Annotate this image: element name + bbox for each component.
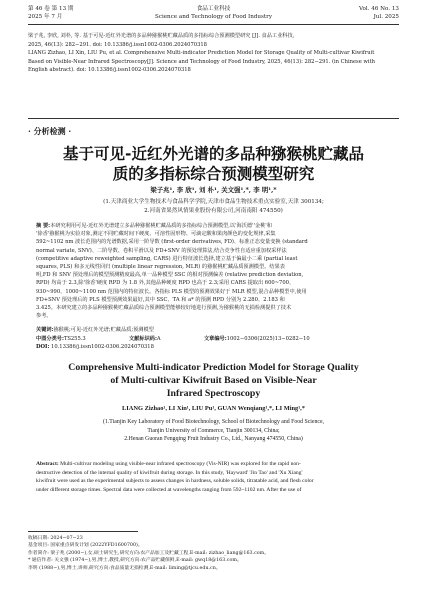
abstract-zh-line: 明,FD 和 SNV 预处理后的模型预测精度最高,单一品种模型 SSC 的相对预测偏差 (relative prediction deviation, — [36, 272, 304, 279]
title-zh-line: 质的多指标综合预测模型研究 — [112, 165, 315, 183]
article-number: 1002−0306(2025)13−0282−10 — [226, 336, 310, 342]
abstract-en-line: under different storage times. Spectral data were collected at wavelengths ranging from 592~1102 nm. After the use of — [36, 486, 302, 493]
header-date-en: Jul. 2025 — [373, 13, 399, 20]
abstract-zh-label: 摘 要: — [36, 223, 51, 229]
journal-header — [28, 6, 399, 26]
affiliation-zh-line: 2.河南省果然风情果业股份有限公司,河南南阳 474550) — [144, 207, 283, 214]
footnote-corresponding-2: 李明 (1988−),男,博士,讲师,研究方向:食品质量无损检测,E-mail: liming@tjcu.edu.cn。 — [28, 565, 221, 571]
abstract-zh-line: '徐香'猕猴桃为实验对象,测定不同贮藏时间下硬度、可溶性固形物、可滴定酸和果肉颜色的变化规律,采集 — [36, 231, 276, 238]
affiliation-en-line: 2.Henan Guoran Fengqing Fruit Industry Co., Ltd., Nanyang 474550, China) — [124, 436, 303, 443]
citation-zh-line: 2025, 46(13): 282−291. doi: 10.13386/j.issn1002-0306.2024070318 — [28, 41, 207, 48]
header-journal-name — [28, 6, 399, 21]
footnote-rule — [28, 531, 138, 532]
clc-number: TS255.3 — [63, 336, 86, 342]
footnote-corresponding-1: * 通信作者: 关文强 (1974−),男,博士,教授,研究方向:农产品贮藏保鲜,E-mail: gwq18@163.com。 — [28, 558, 242, 564]
header-volume-zh: 第 46 卷 第 13 期 — [28, 6, 74, 12]
abstract-en-line: destructive detection of the internal quality of kiwifruit during storage. In this study, 'Hayward' 'Jin Tao' and 'Xu Xiang' — [36, 469, 303, 476]
abstract-en-label: Abstract: — [36, 461, 59, 467]
abstract-zh-line: 参考。 — [36, 313, 52, 320]
title-en-line: of Multi-cultivar Kiwifruit Based on Visible-Near — [110, 375, 317, 386]
authors-zh: 梁子兆¹, 李 欣¹, 刘 朴¹, 关文强¹,*, 李 明¹,* — [150, 186, 277, 194]
title-zh-line: 基于可见-近红外光谱的多品种猕猴桃贮藏品 — [63, 145, 364, 163]
abstract-zh-line: 3.425。本研究建立的多品种猕猴桃贮藏品质综合预测模型能够较好地进行预测,为猕猴桃的无损检测提供了技术 — [36, 305, 292, 312]
abstract-zh-line: RPD) 均高于 2.3,除'徐香'硬度 RPD 为 1.8 外,其他品种硬度 RPD 也高于 2.3;采用 CARS 提取出 600~700、 — [36, 280, 295, 287]
abstract-zh-line: normal variate, SNV)、二阶导数、卷积平滑以及 FD+SNV 的预处理算法,结合竞争性自适应重加权采样法 — [36, 247, 287, 254]
affiliation-zh-line: (1.天津商业大学生物技术与食品科学学院,天津市食品生物技术重点实验室,天津 300134; — [103, 199, 324, 205]
abstract-zh-line: 930~990、1000~1100 nm 范围内的特征波长。各指标 PLS 模型的预测效果好于 MLR 模型,混合品种模型中,使用 — [36, 288, 307, 295]
abstract-zh-line: 592~1102 nm 波长范围内的光谱数据,采用一阶导数 (first-order derivatives, FD)、标准正态变量变换 (standard — [36, 239, 308, 246]
abstract-zh-line: (competitive adaptive reweighted sampling, CARS) 进行特征波长选择,建立基于偏最小二乘 (partial least — [36, 255, 298, 262]
affiliations-zh — [28, 198, 399, 215]
title-zh — [28, 144, 399, 184]
citation-zh-line: 梁子兆, 李欣, 刘朴, 等. 基于可见-近红外光谱的多品种猕猴桃贮藏品质的多指标综合预测模型研究 [J]. 食品工业科技, — [28, 33, 295, 39]
affiliations-en — [28, 418, 399, 444]
abstract-zh — [36, 222, 391, 320]
keywords-zh-text: 猕猴桃;可见-近红外光谱;贮藏品质;预测模型 — [53, 327, 154, 333]
header-rule — [28, 24, 399, 25]
header-journal-zh: 食品工业科技 — [196, 6, 231, 12]
doi-line: DOI: 10.13386/j.issn1002-0306.2024070318 — [36, 344, 154, 350]
citation-en-line: Based on Visible-Near Infrared Spectroscopy[J]. Science and Technology of Food Industry, 2025, 46(13): 282−291. (in Chinese with — [28, 58, 375, 65]
header-volume-en: Vol. 46 No. 13 — [359, 6, 399, 12]
section-label: · 分析检测 · — [28, 126, 72, 136]
footnote-received: 收稿日期: 2024−07−23 — [28, 536, 83, 541]
abstract-en — [36, 460, 391, 494]
abstract-zh-line: FD+SNV 预处理后的 PLS 模型预测效果最好,其中 SSC、TA 和 a* 的预测 RPD 分别为 2.280、2.183 和 — [36, 296, 285, 303]
header-date-zh: 2025 年 7 月 — [28, 13, 63, 20]
abstract-zh-line: squares, PLS) 和多元线性回归 (multiple linear regression, MLR) 的猕猴桃贮藏品质预测模型。结果表 — [36, 264, 285, 271]
keywords-zh-label: 关键词: — [36, 327, 54, 333]
doc-code: A — [156, 336, 161, 342]
title-en — [28, 361, 399, 400]
title-en-line: Comprehensive Multi-indicator Prediction Model for Storage Quality — [68, 362, 359, 373]
keywords-zh — [36, 326, 391, 334]
abstract-en-line: Abstract: Multi-cultivar modeling using visible-near infrared spectroscopy (Vis-NIR) was explored for the rapid non- — [36, 461, 301, 467]
citation-en-line: LIANG Zizhao, LI Xin, LIU Pu, et al. Comprehensive Multi-indicator Prediction Model for Storage Quality of Multi-cultivar Kiwifruit — [28, 50, 375, 57]
citation-block — [28, 32, 399, 75]
affiliation-en-line: Tianjin University of Commerce, Tianjin 300134, China; — [147, 427, 280, 434]
doi-link[interactable]: 10.13386/j.issn1002-0306.2024070318 — [51, 344, 154, 350]
authors-en: LIANG Zizhao¹, LI Xin¹, LIU Pu¹, GUAN Wenqiang¹,*, LI Ming¹,* — [122, 405, 305, 412]
abstract-en-line: kiwifruit were used as the experimental subjects to assess changes in hardness, soluble solids, titratable acid, and flesh color — [36, 478, 314, 485]
footnote-funding: 基金项目: 国家重点研发计划 (2022YFD1600700)。 — [28, 543, 143, 549]
title-en-line: Infrared Spectroscopy — [166, 388, 261, 399]
header-volume-info-en — [359, 6, 399, 21]
header-journal-en: Science and Technology of Food Industry — [154, 13, 272, 20]
footnote-author-bio: 作者简介: 梁子兆 (2000−),女,硕士研究生,研究方向:农产品加工及贮藏工程,E-mail: zizhao_liang@163.com。 — [28, 550, 270, 556]
citation-rule — [28, 118, 399, 119]
classification-line: 中图分类号:TS255.3 文献标识码:A 文章编号:1002−0306(2025)13−0282−10 — [36, 336, 310, 342]
footnotes — [28, 535, 399, 572]
citation-en-line: English abstract). doi: 10.13386/j.issn1002-0306.2024070318 — [28, 67, 191, 74]
abstract-zh-line: 摘 要:本研究利用可见-近红外光谱建立多品种猕猴桃贮藏品质的多指标综合预测模型,以'海沃德''金桃'和 — [36, 223, 272, 229]
affiliation-en-line: (1.Tianjin Key Laboratory of Food Biotechnology, School of Biotechnology and Food Science, — [103, 419, 324, 425]
